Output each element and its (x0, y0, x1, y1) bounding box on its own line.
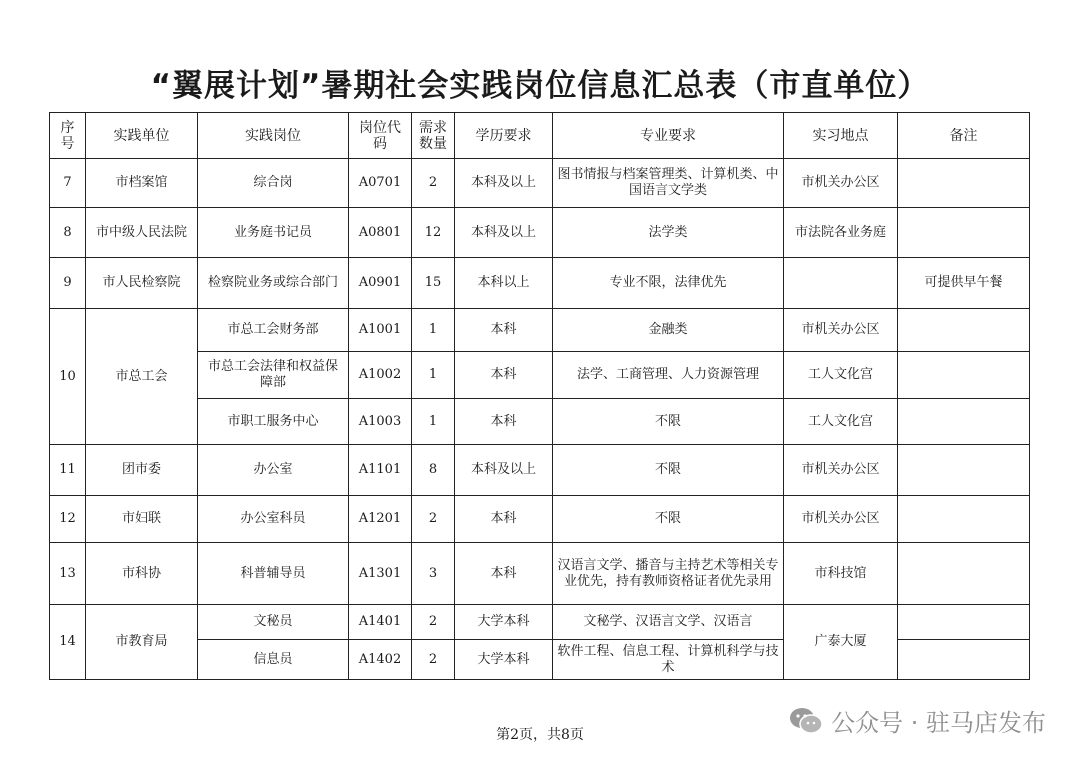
cell-location: 工人文化宫 (784, 399, 898, 445)
cell-major: 软件工程、信息工程、计算机科学与技术 (553, 640, 784, 680)
page-title: “翼展计划”暑期社会实践岗位信息汇总表（市直单位） (150, 68, 930, 104)
cell-seq: 7 (50, 159, 86, 208)
table-row (50, 496, 1030, 543)
cell-edu: 本科 (455, 309, 553, 352)
cell-count: 2 (412, 640, 455, 680)
table-header-row (50, 113, 1030, 159)
cell-post: 市总工会财务部 (198, 309, 349, 352)
positions-table (49, 112, 1030, 680)
header-remark: 备注 (898, 113, 1030, 159)
cell-edu: 本科以上 (455, 258, 553, 309)
cell-post: 综合岗 (198, 159, 349, 208)
cell-unit: 市总工会 (86, 309, 198, 445)
cell-code: A0801 (349, 208, 412, 258)
cell-code: A1402 (349, 640, 412, 680)
cell-count: 15 (412, 258, 455, 309)
cell-seq: 10 (50, 309, 86, 445)
table-row (50, 309, 1030, 352)
cell-count: 3 (412, 543, 455, 605)
cell-remark: 可提供早午餐 (898, 258, 1030, 309)
cell-major: 专业不限，法律优先 (553, 258, 784, 309)
cell-major: 不限 (553, 496, 784, 543)
cell-seq: 9 (50, 258, 86, 309)
table-row (50, 258, 1030, 309)
cell-location: 市法院各业务庭 (784, 208, 898, 258)
cell-remark (898, 496, 1030, 543)
cell-edu: 大学本科 (455, 640, 553, 680)
cell-remark (898, 445, 1030, 496)
cell-major: 文秘学、汉语言文学、汉语言 (553, 605, 784, 640)
cell-location: 市机关办公区 (784, 496, 898, 543)
cell-post: 检察院业务或综合部门 (198, 258, 349, 309)
watermark (789, 703, 1046, 738)
cell-count: 2 (412, 605, 455, 640)
cell-seq: 14 (50, 605, 86, 680)
cell-edu: 本科及以上 (455, 445, 553, 496)
cell-edu: 本科 (455, 543, 553, 605)
cell-unit: 市人民检察院 (86, 258, 198, 309)
watermark-text: 公众号 · 驻马店发布 (831, 709, 1046, 737)
cell-post: 办公室 (198, 445, 349, 496)
cell-location (784, 258, 898, 309)
header-edu: 学历要求 (455, 113, 553, 159)
page-number: 第2页，共8页 (496, 727, 584, 743)
cell-major: 不限 (553, 399, 784, 445)
cell-unit: 市教育局 (86, 605, 198, 680)
cell-code: A1201 (349, 496, 412, 543)
cell-post: 市总工会法律和权益保障部 (198, 352, 349, 399)
cell-code: A0701 (349, 159, 412, 208)
cell-remark (898, 352, 1030, 399)
cell-edu: 大学本科 (455, 605, 553, 640)
cell-count: 8 (412, 445, 455, 496)
header-post: 实践岗位 (198, 113, 349, 159)
header-count: 需求数量 (412, 113, 455, 159)
cell-code: A0901 (349, 258, 412, 309)
cell-seq: 13 (50, 543, 86, 605)
cell-post: 信息员 (198, 640, 349, 680)
cell-post: 业务庭书记员 (198, 208, 349, 258)
cell-post: 办公室科员 (198, 496, 349, 543)
cell-code: A1301 (349, 543, 412, 605)
cell-remark (898, 543, 1030, 605)
cell-seq: 8 (50, 208, 86, 258)
table-row (50, 445, 1030, 496)
cell-count: 12 (412, 208, 455, 258)
cell-edu: 本科及以上 (455, 208, 553, 258)
cell-count: 2 (412, 159, 455, 208)
cell-unit: 市中级人民法院 (86, 208, 198, 258)
cell-remark (898, 399, 1030, 445)
cell-count: 1 (412, 309, 455, 352)
cell-unit: 团市委 (86, 445, 198, 496)
cell-code: A1001 (349, 309, 412, 352)
cell-post: 科普辅导员 (198, 543, 349, 605)
cell-major: 法学类 (553, 208, 784, 258)
cell-remark (898, 309, 1030, 352)
cell-count: 2 (412, 496, 455, 543)
cell-edu: 本科 (455, 352, 553, 399)
cell-remark (898, 159, 1030, 208)
cell-count: 1 (412, 352, 455, 399)
cell-code: A1401 (349, 605, 412, 640)
cell-remark (898, 640, 1030, 680)
cell-edu: 本科 (455, 496, 553, 543)
cell-edu: 本科 (455, 399, 553, 445)
header-unit: 实践单位 (86, 113, 198, 159)
wechat-icon (789, 707, 823, 735)
cell-unit: 市妇联 (86, 496, 198, 543)
cell-edu: 本科及以上 (455, 159, 553, 208)
cell-remark (898, 208, 1030, 258)
table-row (50, 159, 1030, 208)
cell-code: A1101 (349, 445, 412, 496)
cell-count: 1 (412, 399, 455, 445)
cell-code: A1002 (349, 352, 412, 399)
cell-remark (898, 605, 1030, 640)
cell-location: 市科技馆 (784, 543, 898, 605)
cell-unit: 市科协 (86, 543, 198, 605)
cell-major: 法学、工商管理、人力资源管理 (553, 352, 784, 399)
header-code: 岗位代码 (349, 113, 412, 159)
header-major: 专业要求 (553, 113, 784, 159)
cell-seq: 11 (50, 445, 86, 496)
cell-major: 图书情报与档案管理类、计算机类、中国语言文学类 (553, 159, 784, 208)
cell-location: 工人文化宫 (784, 352, 898, 399)
cell-location: 市机关办公区 (784, 159, 898, 208)
header-location: 实习地点 (784, 113, 898, 159)
cell-unit: 市档案馆 (86, 159, 198, 208)
table-row (50, 543, 1030, 605)
cell-post: 文秘员 (198, 605, 349, 640)
cell-seq: 12 (50, 496, 86, 543)
cell-location: 广泰大厦 (784, 605, 898, 680)
header-seq: 序号 (50, 113, 86, 159)
cell-location: 市机关办公区 (784, 445, 898, 496)
table-row (50, 605, 1030, 640)
cell-location: 市机关办公区 (784, 309, 898, 352)
cell-major: 不限 (553, 445, 784, 496)
cell-post: 市职工服务中心 (198, 399, 349, 445)
cell-major: 金融类 (553, 309, 784, 352)
cell-major: 汉语言文学、播音与主持艺术等相关专业优先，持有教师资格证者优先录用 (553, 543, 784, 605)
table-row (50, 208, 1030, 258)
cell-code: A1003 (349, 399, 412, 445)
